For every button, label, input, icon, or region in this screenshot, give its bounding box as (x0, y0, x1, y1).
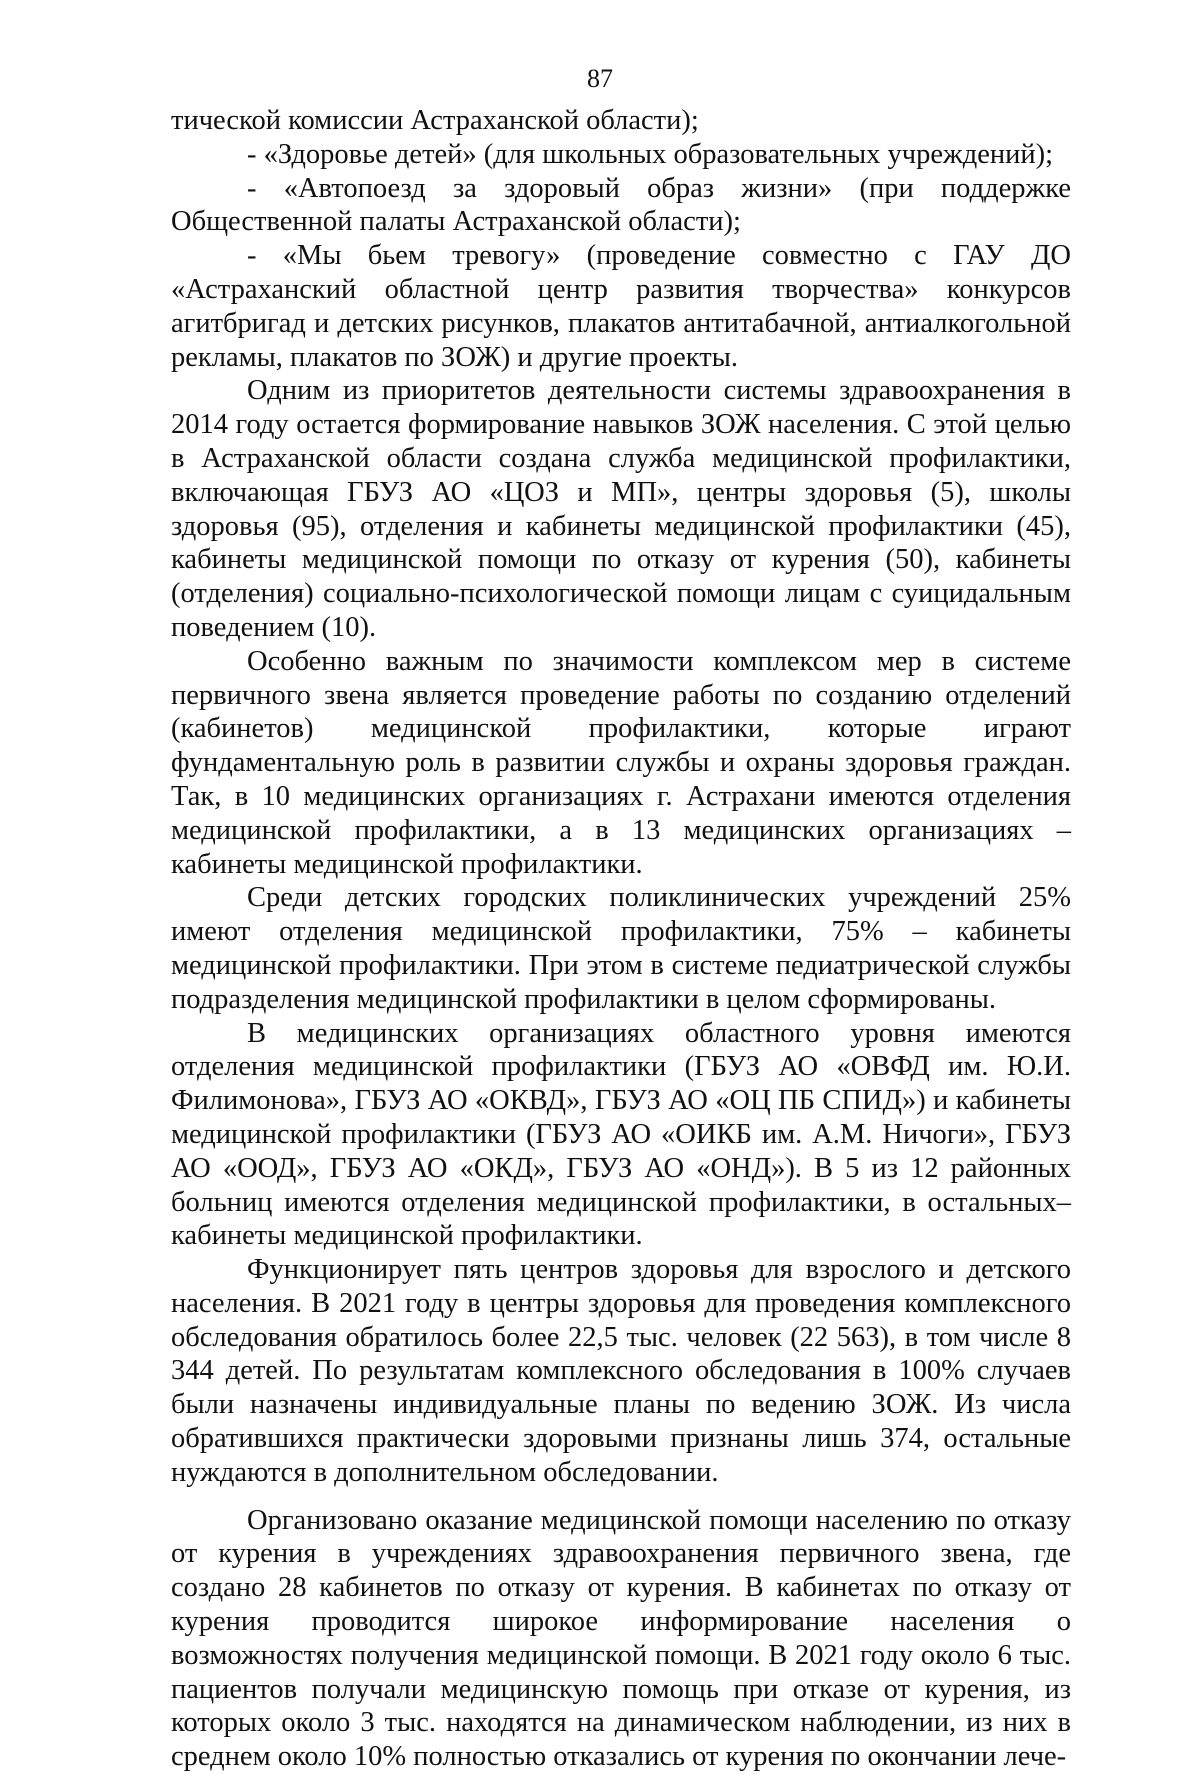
list-item-autotrain: - «Автопоезд за здоровый образ жизни» (при поддержке Общественной палаты Астраханской области); (171, 172, 1071, 238)
list-item-healthy-children: - «Здоровье детей» (для школьных образовательных учреждений); (247, 138, 1054, 170)
list-item-alarm: - «Мы бьем тревогу» (проведение совместно с ГАУ ДО «Астраханский областной центр развития творчества» конкурсов агитбригад и детских рисунков, плакатов антитабачной, антиалкогольной рекламы, плакатов по ЗОЖ) и другие проекты. (171, 240, 1071, 373)
document-body (171, 104, 1071, 1774)
paragraph-health-centers: Функционирует пять центров здоровья для взрослого и детского населения. В 2021 году в центры здоровья для проведения комплексного обследования обратилось более 22,5 тыс. человек (22 563), в том числе 8 344 детей. По результатам комплексного обследования в 100% случаев были назначены индивидуальные планы по ведению ЗОЖ. Из числа обратившихся практически здоровыми признаны лишь 374, остальные нуждаются в дополнительном обследовании. (171, 1254, 1071, 1488)
paragraph-continuation: тической комиссии Астраханской области); (171, 105, 699, 136)
paragraph-smoking-cessation: Организовано оказание медицинской помощи населению по отказу от курения в учреждениях здравоохранения первичного звена, где создано 28 кабинетов по отказу от курения. В кабинетах по отказу от курения проводится широкое информирование населения о возможностях получения медицинской помощи. В 2021 году около 6 тыс. пациентов получали медицинскую помощь при отказе от курения, из которых около 3 тыс. находятся на динамическом наблюдении, из них в среднем около 10% полностью отказались от курения по окончании лече- (171, 1504, 1071, 1773)
page-number: 87 (587, 64, 613, 93)
paragraph-primary-care: Особенно важным по значимости комплексом мер в системе первичного звена является проведение работы по созданию отделений (кабинетов) медицинской профилактики, которые играют фундаментальную роль в развитии службы и охраны здоровья граждан. Так, в 10 медицинских организациях г. Астрахани имеются отделения медицинской профилактики, а в 13 медицинских организациях – кабинеты медицинской профилактики. (171, 645, 1071, 880)
paragraph-children-clinics: Среди детских городских поликлинических учреждений 25% имеют отделения медицинской профилактики, 75% – кабинеты медицинской профилактики. При этом в системе педиатрической службы подразделения медицинской профилактики в целом сформированы. (171, 882, 1071, 1015)
paragraph-priorities: Одним из приоритетов деятельности системы здравоохранения в 2014 году остается формирование навыков ЗОЖ населения. С этой целью в Астраханской области создана служба медицинской профилактики, включающая ГБУЗ АО «ЦОЗ и МП», центры здоровья (5), школы здоровья (95), отделения и кабинеты медицинской профилактики (45), кабинеты медицинской помощи по отказу от курения (50), кабинеты (отделения) социально-психологической помощи лицам с суицидальным поведением (10). (171, 375, 1071, 643)
paragraph-regional-organizations: В медицинских организациях областного уровня имеются отделения медицинской профилактики (ГБУЗ АО «ОВФД им. Ю.И. Филимонова», ГБУЗ АО «ОКВД», ГБУЗ АО «ОЦ ПБ СПИД») и кабинеты медицинской профилактики (ГБУЗ АО «ОИКБ им. А.М. Ничоги», ГБУЗ АО «ООД», ГБУЗ АО «ОКД», ГБУЗ АО «ОНД»). В 5 из 12 районных больниц имеются отделения медицинской профилактики, в остальных– кабинеты медицинской профилактики. (171, 1017, 1071, 1252)
